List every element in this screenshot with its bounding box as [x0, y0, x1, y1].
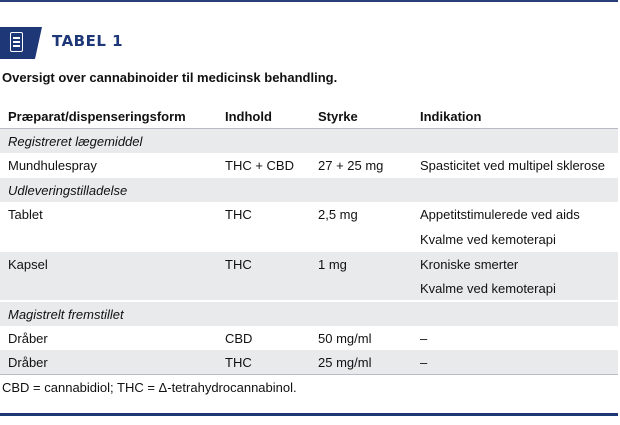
table-title: TABEL 1	[52, 32, 124, 50]
cell-content: CBD	[225, 331, 253, 346]
cell-indication: Kvalme ved kemoterapi	[420, 232, 556, 247]
table-row	[0, 350, 618, 374]
divider	[0, 374, 618, 375]
bottom-rule	[0, 413, 618, 416]
table-header	[0, 0, 618, 60]
cell-strength: 27 + 25 mg	[318, 158, 384, 173]
document-list-icon	[0, 27, 35, 59]
section-row-magistral	[0, 302, 618, 326]
cell-content: THC	[225, 257, 252, 272]
cell-indication: Appetitstimulerede ved aids	[420, 207, 580, 222]
cell-indication: –	[420, 355, 428, 370]
table-row	[0, 227, 618, 251]
cell-indication: –	[420, 331, 428, 346]
cell-strength: 25 mg/ml	[318, 355, 372, 370]
table-subtitle: Oversigt over cannabinoider til medicinsk behandling.	[2, 70, 338, 85]
section-label: Registreret lægemiddel	[8, 134, 143, 149]
cell-strength: 50 mg/ml	[318, 331, 372, 346]
cell-preparation: Mundhulespray	[8, 158, 97, 173]
cell-preparation: Dråber	[8, 331, 48, 346]
table-row	[0, 326, 618, 350]
cell-preparation: Tablet	[8, 207, 43, 222]
column-header-indication: Indikation	[420, 109, 482, 124]
column-header-row	[0, 104, 618, 128]
table-footnote: CBD = cannabidiol; THC = Δ-tetrahydrocannabinol.	[2, 380, 297, 395]
cell-indication: Kvalme ved kemoterapi	[420, 281, 556, 296]
section-label: Udleveringstilladelse	[8, 183, 128, 198]
cell-content: THC	[225, 207, 252, 222]
cell-strength: 2,5 mg	[318, 207, 358, 222]
table-row	[0, 276, 618, 300]
table-row	[0, 153, 618, 177]
table-row	[0, 252, 618, 276]
column-header-strength: Styrke	[318, 109, 358, 124]
column-header-content: Indhold	[225, 109, 272, 124]
cell-content: THC + CBD	[225, 158, 294, 173]
section-row-registered	[0, 129, 618, 153]
cell-indication: Spasticitet ved multipel sklerose	[420, 158, 605, 173]
section-row-permit	[0, 178, 618, 202]
cell-content: THC	[225, 355, 252, 370]
cell-indication: Kroniske smerter	[420, 257, 519, 272]
table-row	[0, 202, 618, 226]
cell-strength: 1 mg	[318, 257, 347, 272]
column-header-preparation: Præparat/dispenseringsform	[8, 109, 186, 124]
section-label: Magistrelt fremstillet	[8, 307, 124, 322]
cell-preparation: Dråber	[8, 355, 48, 370]
cell-preparation: Kapsel	[8, 257, 48, 272]
